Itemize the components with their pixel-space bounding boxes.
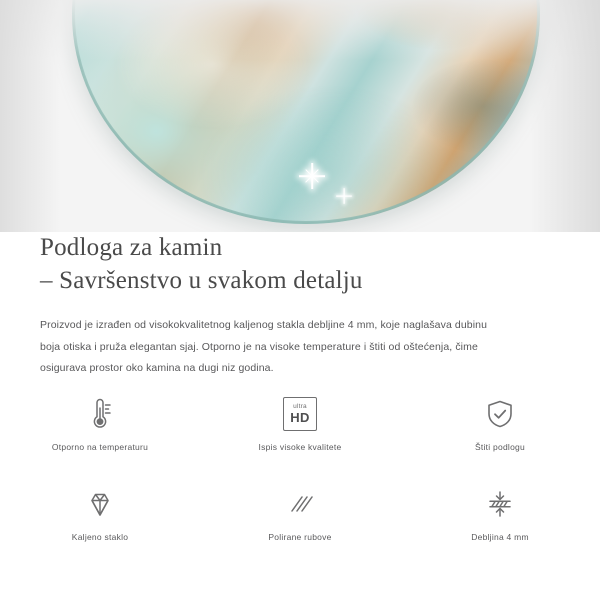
headline-line-1: Podloga za kamin xyxy=(40,234,223,261)
feature-label: Debljina 4 mm xyxy=(471,532,529,542)
feature-label: Štiti podlogu xyxy=(474,442,526,452)
thermometer-icon xyxy=(80,392,120,436)
feature-item-print-quality xyxy=(200,392,400,470)
feature-item-protects-surface xyxy=(400,392,600,470)
page-title xyxy=(0,232,600,297)
feature-label: Otporno na temperaturu xyxy=(51,442,149,452)
feature-item-thickness xyxy=(400,482,600,560)
feature-label: Ispis visoke kvalitete xyxy=(258,442,342,452)
ultra-hd-icon: ultra HD xyxy=(283,392,317,436)
hero-product-image xyxy=(0,0,600,232)
feature-item-temperature xyxy=(0,392,200,470)
headline-line-2: – Savršenstvo u svakom detalju xyxy=(40,266,363,294)
description-paragraph: Proizvod je izrađen od visokokvalitetnog kaljenog stakla debljine 4 mm, koje naglašava dubinu boja otiska i pruža elegantan sjaj. Otporno je na visoke temperature i štiti od oštećenja, čime osigurava prostor oko kamina na dugi niz godina. xyxy=(40,319,488,375)
thickness-arrows-icon xyxy=(480,482,520,526)
diamond-icon xyxy=(80,482,120,526)
feature-grid xyxy=(0,392,600,560)
feature-label: Polirane rubove xyxy=(268,532,332,542)
feature-label: Kaljeno staklo xyxy=(71,532,129,542)
polished-edges-icon xyxy=(280,482,320,526)
description-content xyxy=(0,232,600,380)
feature-item-polished-edges xyxy=(200,482,400,560)
feature-item-tempered-glass xyxy=(0,482,200,560)
shield-check-icon xyxy=(480,392,520,436)
